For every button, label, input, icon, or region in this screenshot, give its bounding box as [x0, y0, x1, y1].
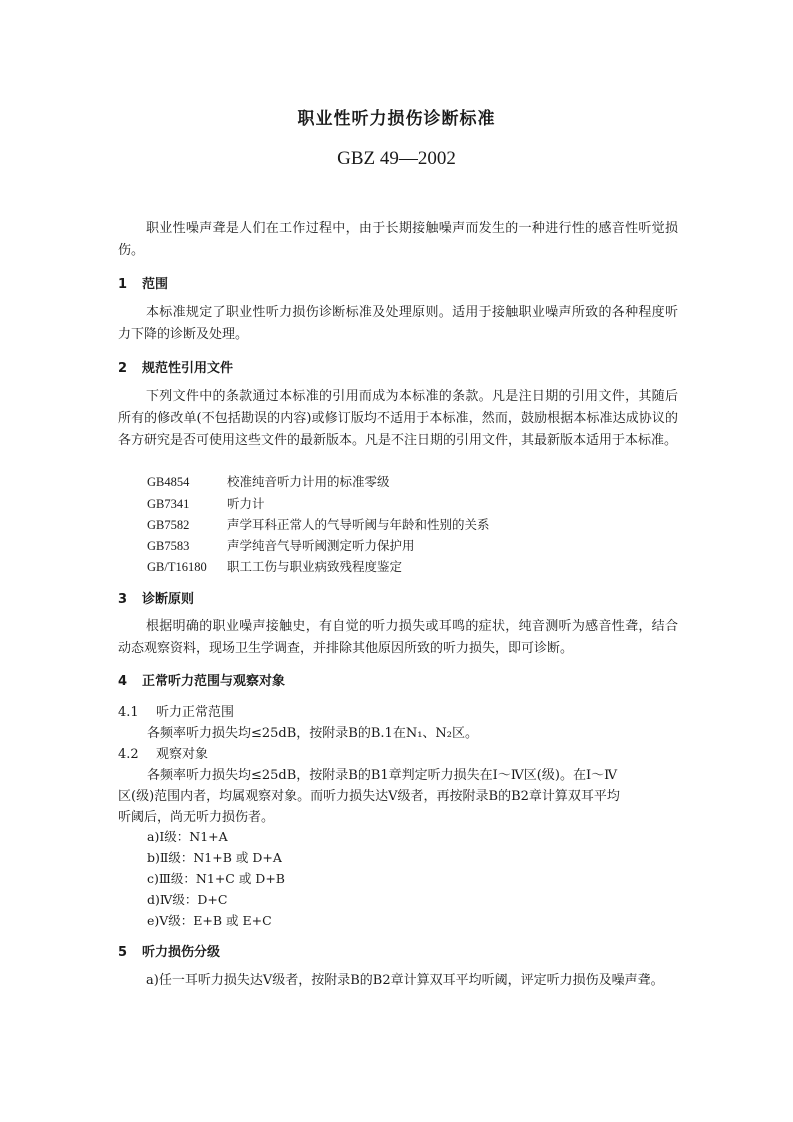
section-number: 1	[118, 277, 128, 292]
reference-name: 校准纯音听力计用的标准零级	[227, 474, 390, 489]
section-number: 2	[118, 361, 128, 376]
section-2-heading	[118, 357, 678, 376]
section-title: 正常听力范围与观察对象	[142, 674, 286, 689]
reference-code: GB4854	[147, 475, 190, 489]
section-1-heading	[118, 273, 678, 292]
section-number: 4	[118, 674, 128, 689]
reference-code: GB7341	[147, 497, 190, 511]
reference-name: 声学耳科正常人的气导听阈与年龄和性别的关系	[227, 517, 490, 532]
reference-row	[147, 536, 415, 554]
reference-name: 职工工伤与职业病致残程度鉴定	[227, 559, 403, 574]
document-title: 职业性听力损伤诊断标准	[297, 109, 496, 129]
section-5-body	[118, 970, 678, 992]
reference-row	[147, 472, 390, 490]
section-number: 3	[118, 592, 128, 607]
section-2-text: 下列文件中的条款通过本标准的引用而成为本标准的条款。凡是注日期的引用文件，其随后所有的修改单(不包括勘误的内容)或修订版均不适用于本标准，然而，鼓励根据本标准达成协议的各方研究是否可使用这些文件的最新版本。凡是不注日期的引用文件，其最新版本适用于本标准。	[118, 389, 678, 448]
grade-item: e)Ⅴ级：E+B 或 E+C	[147, 913, 272, 928]
section-1-text: 本标准规定了职业性听力损伤诊断标准及处理原则。适用于接触职业噪声所致的各种程度听力下降的诊断及处理。	[118, 305, 678, 342]
grade-item: c)Ⅲ级：N1+C 或 D+B	[147, 871, 285, 886]
intro-text: 职业性噪声聋是人们在工作过程中，由于长期接触噪声而发生的一种进行性的感音性听觉损伤。	[118, 221, 678, 258]
reference-row	[147, 557, 402, 575]
standard-code: GBZ 49—2002	[337, 148, 456, 169]
subsection-4-2-line-1: 各频率听力损失均≤25dB，按附录B的B1章判定听力损失在Ⅰ～Ⅳ区(级)。在Ⅰ～Ⅳ	[147, 768, 618, 783]
grade-item: d)Ⅳ级：D+C	[147, 892, 228, 907]
section-3-body	[118, 616, 678, 660]
section-4-heading	[118, 670, 678, 689]
section-title: 规范性引用文件	[142, 361, 234, 376]
section-title: 听力损伤分级	[142, 945, 221, 960]
section-5-text: a)任一耳听力损失达Ⅴ级者，按附录B的B2章计算双耳平均听阈，评定听力损伤及噪声聋。	[146, 973, 664, 988]
section-number: 5	[118, 945, 128, 960]
section-3-text: 根据明确的职业噪声接触史，有自觉的听力损失或耳鸣的症状，纯音测听为感音性聋，结合动态观察资料，现场卫生学调查，并排除其他原因所致的听力损失，即可诊断。	[118, 619, 678, 656]
grade-item: b)Ⅱ级：N1+B 或 D+A	[147, 850, 282, 865]
reference-name: 声学纯音气导听阈测定听力保护用	[227, 538, 415, 553]
subsection-4-1-heading	[118, 701, 234, 720]
section-5-heading	[118, 941, 678, 960]
section-3-heading	[118, 588, 678, 607]
subsection-title: 听力正常范围	[156, 705, 235, 720]
section-2-body	[118, 386, 678, 452]
reference-code: GB7583	[147, 539, 190, 553]
section-1-body	[118, 302, 678, 346]
subsection-4-2-line-3: 听阈后，尚无听力损伤者。	[118, 810, 275, 825]
subsection-title: 观察对象	[156, 747, 209, 762]
subsection-number: 4.2	[118, 747, 139, 762]
reference-row	[147, 515, 490, 533]
reference-code: GB/T16180	[147, 560, 207, 574]
subsection-4-2-heading	[118, 743, 208, 762]
reference-row	[147, 494, 265, 512]
section-title: 诊断原则	[142, 592, 195, 607]
grade-item: a)Ⅰ级：N1+A	[147, 829, 228, 844]
subsection-4-2-line-2: 区(级)范围内者，均属观察对象。而听力损失达Ⅴ级者，再按附录B的B2章计算双耳平均	[118, 789, 620, 804]
subsection-4-1-text: 各频率听力损失均≤25dB，按附录B的B.1在N₁、N₂区。	[147, 726, 478, 741]
intro-paragraph	[118, 218, 678, 262]
section-title: 范围	[142, 277, 169, 292]
reference-name: 听力计	[227, 496, 265, 511]
reference-code: GB7582	[147, 518, 190, 532]
subsection-number: 4.1	[118, 705, 139, 720]
